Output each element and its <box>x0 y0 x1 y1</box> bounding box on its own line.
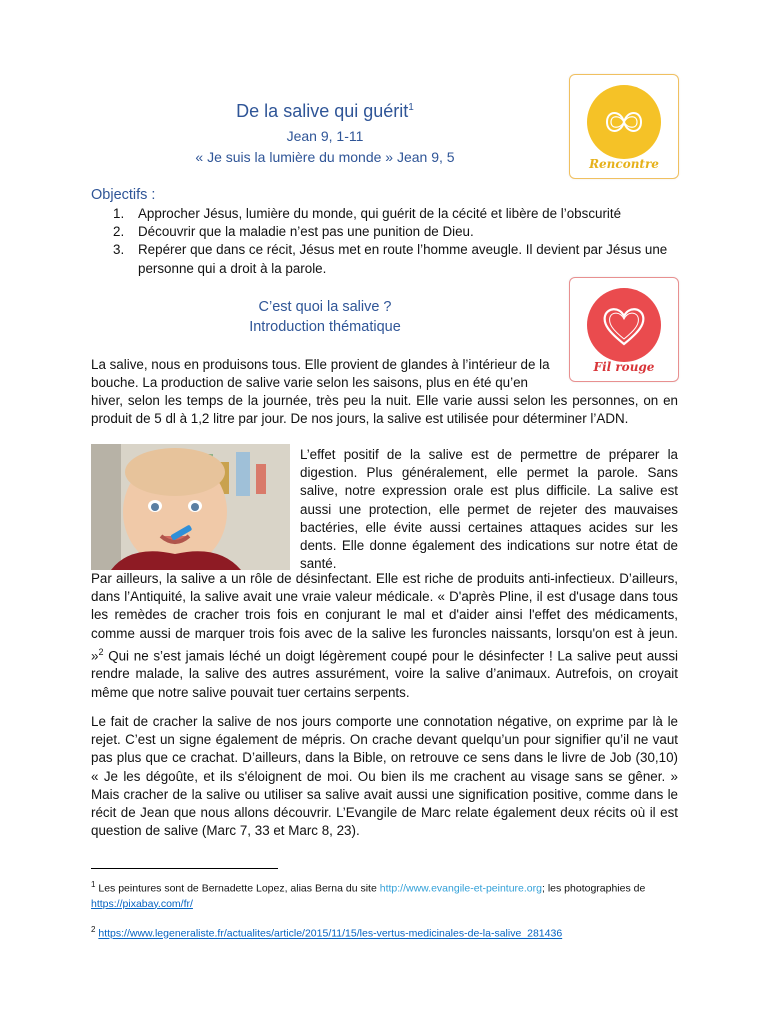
heart-icon <box>587 288 661 362</box>
footnote-1 <box>91 877 681 912</box>
objectives-heading: Objectifs : <box>91 187 156 203</box>
key-quote: « Je suis la lumière du monde » Jean 9, 5 <box>195 149 455 165</box>
footnote-divider <box>91 868 278 869</box>
title-text: De la salive qui guérit <box>236 101 409 121</box>
paragraph-intro-a: La salive, nous en produisons tous. Elle provient de glandes à l’intérieur de la bouche. La production de salive varie selon les saisons, plus en été qu’en <box>91 357 550 391</box>
section-subtitle: Introduction thématique <box>249 319 401 335</box>
paragraph-positive-effects: L’effet positif de la salive est de permettre de préparer la digestion. Plus généralement, elle permet la parole. Sans salive, notre expression orale est plus difficile. La salive est aussi une protection, elle permet de rejeter des mauvaises bactéries, elle évite aussi certaines attaques acides sur les dents. Elle donne également des indications sur notre état de santé. <box>300 447 678 572</box>
baby-photo <box>91 444 290 570</box>
bible-reference: Jean 9, 1-11 <box>286 128 364 144</box>
footnote-2 <box>91 922 681 942</box>
footnote-1-link-pixabay[interactable]: https://pixabay.com/fr/ <box>91 897 193 910</box>
rencontre-circle <box>587 85 661 159</box>
page-title <box>0 101 650 122</box>
objective-item <box>91 241 681 277</box>
paragraph-spitting: Le fait de cracher la salive de nos jours comporte une connotation négative, on exprime par là le rejet. C’est un signe également de mépris. On crache devant quelqu’un pour signifier qu’il ne vaut pas plus que ce crachat. D’ailleurs, dans la Bible, on retrouve ce sens dans le livre de Job (30,10) « Je les dégoûte, et ils s'éloignent de moi. Ou bien ils me crachent au visage sans se gêner. » Mais cracher de la salive ou utiliser sa salive avait aussi une signification positive, comme dans le récit de Jean que nous allons découvrir. L’Evangile de Marc relate également deux récits où il est question de salive (Marc 7, 33 et Marc 8, 23). <box>91 714 678 839</box>
objective-number: 1. <box>113 206 125 221</box>
fil-rouge-logo <box>569 277 679 382</box>
objective-item <box>91 223 681 241</box>
infinity-icon <box>587 85 661 159</box>
objective-number: 2. <box>113 224 125 240</box>
objectives-list <box>91 205 681 278</box>
title-footnote-mark[interactable]: 1 <box>408 102 414 113</box>
paragraph-disinfectant-b: Qui ne s’est jamais léché un doigt légèrement coupé pour le désinfecter ! La salive peut aussi rendre malade, la salive des autres assurément, voire la salive d’animaux. Autrefois, on croyait même que notre salive pouvait tuer certains serpents. <box>91 648 678 700</box>
objective-text: Approcher Jésus, lumière du monde, qui guérit de la cécité et libère de l’obscurité <box>138 206 622 221</box>
footnote-1-text-b: ; les photographies de <box>542 882 646 895</box>
baby-image <box>91 444 290 570</box>
footnote-2-marker: 2 <box>91 925 96 934</box>
footnote-2-mark[interactable]: 2 <box>98 646 104 657</box>
fil-rouge-label: Fil rouge <box>593 360 655 374</box>
footnote-1-text: Les peintures sont de Bernadette Lopez, alias Berna du site <box>98 882 380 895</box>
rencontre-logo <box>569 74 679 179</box>
objective-text: Repérer que dans ce récit, Jésus met en route l’homme aveugle. Il devient par Jésus une personne qui a droit à la parole. <box>138 242 668 276</box>
objective-number: 3. <box>113 242 125 258</box>
fil-rouge-circle <box>587 288 661 362</box>
paragraph-disinfectant-a: Par ailleurs, la salive a un rôle de désinfectant. Elle est riche de produits anti-infectieux. D’ailleurs, dans l’Antiquité, la salive avait une vraie valeur médicale. « D'après Pline, il est d'usage dans tous les remèdes de cracher trois fois en conjurant le mal et d'aider ainsi l'effet des médicaments, comme aussi de marquer trois fois avec de la salive les furoncles naissants, lorsqu'on est à jeun. » <box>91 571 678 664</box>
paragraph-disinfectant <box>91 570 678 702</box>
section-title: C’est quoi la salive ? <box>258 299 392 315</box>
objective-item <box>91 205 681 223</box>
footnote-1-mark: 1 <box>91 880 96 889</box>
footnote-1-link-painting[interactable]: http://www.evangile-et-peinture.org <box>379 882 542 895</box>
objective-text: Découvrir que la maladie n’est pas une punition de Dieu. <box>138 224 474 240</box>
rencontre-label: Rencontre <box>589 157 659 171</box>
paragraph-intro-b: hiver, selon les temps de la journée, très peu la nuit. Elle varie aussi selon les personnes, on en produit de 5 dl à 1,2 litre par jour. De nos jours, la salive est utilisée pour déterminer l’ADN. <box>91 393 678 427</box>
footnote-2-link[interactable]: https://www.legeneraliste.fr/actualites/article/2015/11/15/les-vertus-medicinales-de-la-salive_281436 <box>98 927 563 940</box>
